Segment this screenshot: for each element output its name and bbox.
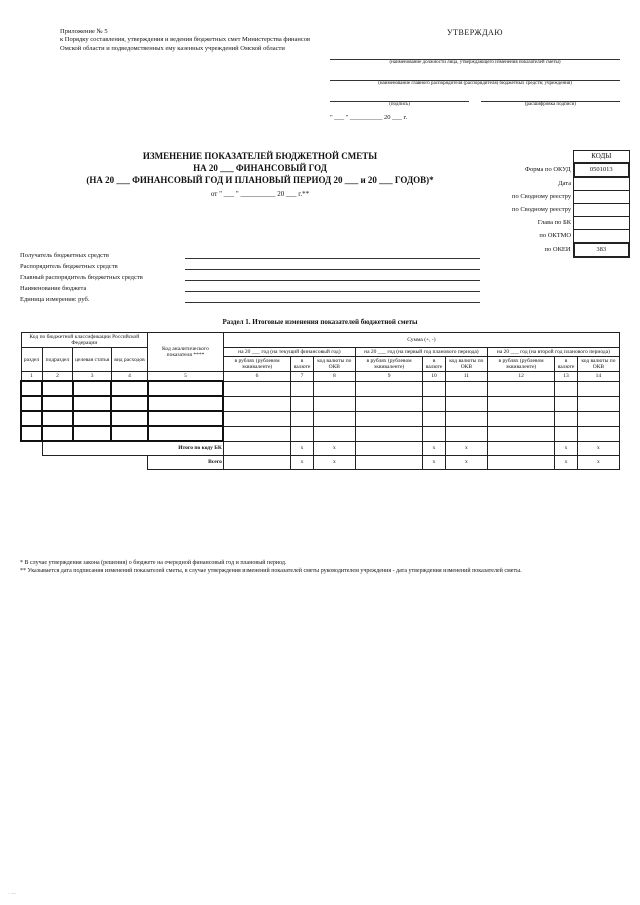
x-mark: x	[423, 455, 446, 469]
table-header: в валюте	[555, 357, 578, 372]
x-mark: x	[577, 441, 619, 455]
table-header: в рублях (рублевом эквиваленте)	[487, 357, 554, 372]
page-margin-mark: · —	[8, 892, 16, 897]
title-line-2: НА 20 ___ ФИНАНСОВЫЙ ГОД	[193, 163, 327, 174]
table-header: Код по бюджетной классификации Российской Федерации	[21, 333, 148, 348]
code-value: 383	[574, 243, 629, 257]
code-label: Форма по ОКУД	[524, 166, 571, 173]
table-row	[21, 426, 620, 441]
field-label: Распорядитель бюджетных средств	[20, 263, 118, 270]
column-number: 11	[445, 372, 487, 382]
footnotes	[20, 560, 620, 576]
table-header: в валюте	[423, 357, 446, 372]
code-value	[574, 203, 629, 216]
column-number: 7	[291, 372, 314, 382]
code-value	[574, 190, 629, 203]
column-number: 12	[487, 372, 554, 382]
signature-caption: (подпись)	[389, 102, 410, 107]
x-mark: x	[555, 441, 578, 455]
table-row	[21, 396, 620, 411]
table-header: вид расходов	[111, 348, 147, 372]
appendix-number: Приложение № 5	[60, 28, 108, 35]
manager-caption: (наименование главного распорядителя (распорядителя) бюджетных средств; учреждения)	[378, 81, 572, 86]
approval-date: " ___ " __________ 20 ___ г.	[330, 114, 408, 121]
x-mark: x	[577, 455, 619, 469]
table-header: подраздел	[42, 348, 73, 372]
indicators-table	[20, 332, 620, 470]
table-row	[21, 381, 620, 396]
column-number: 2	[42, 372, 73, 382]
field-row	[20, 270, 480, 281]
x-mark: x	[423, 441, 446, 455]
appendix-note	[60, 28, 360, 53]
table-header: Код аналитического показателя ****	[148, 333, 224, 372]
code-value	[574, 177, 629, 191]
total-row	[21, 455, 620, 469]
field-line	[185, 260, 480, 270]
table-header: Сумма (+, -)	[223, 333, 619, 348]
code-label: Дата	[558, 179, 572, 187]
document-title	[60, 150, 460, 200]
column-number: 1	[21, 372, 42, 382]
field-line	[185, 293, 480, 303]
title-line-3: (НА 20 ___ ФИНАНСОВЫЙ ГОД И ПЛАНОВЫЙ ПЕРИОД 20 ___ и 20 ___ ГОДОВ)*	[86, 175, 434, 186]
code-value	[574, 216, 629, 229]
header-fields	[20, 248, 480, 303]
table-row	[21, 411, 620, 426]
approval-heading: УТВЕРЖДАЮ	[446, 28, 504, 37]
code-label: по ОКТМО	[539, 232, 572, 240]
column-number: 9	[355, 372, 422, 382]
code-label: по Сводному реестру	[512, 193, 572, 200]
total-label: Всего	[148, 455, 224, 469]
x-mark: x	[445, 441, 487, 455]
signature-line	[330, 89, 469, 102]
decode-caption: (расшифровка подписи)	[524, 102, 576, 107]
document-date: от " ___ " __________ 20 ___ г.**	[210, 190, 310, 199]
table-header: в рублях (рублевом эквиваленте)	[223, 357, 290, 372]
appendix-line-1: к Порядку составления, утверждения и ведения бюджетных смет Министерства финансов	[60, 36, 311, 44]
code-value: 0501013	[574, 163, 629, 177]
x-mark: x	[555, 455, 578, 469]
field-label: Получатель бюджетных средств	[20, 252, 109, 259]
section-title: Раздел 1. Итоговые изменения показателей бюджетной сметы	[222, 318, 418, 326]
decode-line	[481, 89, 620, 102]
footnote-2: ** Указывается дата подписания изменений показателей сметы, в случае утверждения изменений показателей сметы руководителем учреждения - дата утверждения изменений показателей сметы.	[20, 567, 522, 574]
table-header: в рублях (рублевом эквиваленте)	[355, 357, 422, 372]
subtotal-row	[21, 441, 620, 455]
field-label: Главный распорядитель бюджетных средств	[20, 274, 143, 281]
x-mark: x	[313, 441, 355, 455]
column-number: 5	[148, 372, 224, 382]
table-header: код валюты по ОКВ	[577, 357, 619, 372]
x-mark: x	[291, 441, 314, 455]
approval-block	[330, 28, 620, 121]
codes-table	[480, 150, 630, 258]
table-header: на 20 ___ год (на текущий финансовый год)	[223, 348, 355, 357]
table-header: целевая статья	[73, 348, 112, 372]
field-label: Единица измерения: руб.	[20, 296, 90, 303]
table-header: раздел	[21, 348, 42, 372]
footnote-1: * В случае утверждения закона (решения) о бюджете на очередной финансовый год и плановый период.	[20, 560, 287, 566]
column-number: 6	[223, 372, 290, 382]
field-row	[20, 248, 480, 259]
field-line	[185, 249, 480, 259]
x-mark: x	[291, 455, 314, 469]
code-label: по ОКЕИ	[544, 246, 571, 253]
codes-header: КОДЫ	[574, 151, 629, 163]
manager-line	[330, 68, 620, 81]
code-value	[574, 229, 629, 243]
column-number: 8	[313, 372, 355, 382]
x-mark: x	[445, 455, 487, 469]
field-line	[185, 271, 480, 281]
column-number: 10	[423, 372, 446, 382]
column-number: 4	[111, 372, 147, 382]
position-line	[330, 47, 620, 60]
position-caption: (наименование должности лица, утверждающего изменения показателей сметы)	[389, 60, 561, 65]
column-number: 14	[577, 372, 619, 382]
subtotal-label: Итого по коду БК	[42, 441, 223, 455]
code-label: по Сводному реестру	[512, 206, 572, 213]
appendix-line-2: Омской области и подведомственных ему казенных учреждений Омской области	[60, 44, 285, 52]
field-row	[20, 292, 480, 303]
code-label: Глава по БК	[537, 219, 572, 226]
title-line-1: ИЗМЕНЕНИЕ ПОКАЗАТЕЛЕЙ БЮДЖЕТНОЙ СМЕТЫ	[142, 151, 378, 161]
codes-block	[480, 150, 630, 258]
signature-row	[330, 89, 620, 110]
field-row	[20, 259, 480, 270]
table-header: код валюты по ОКВ	[445, 357, 487, 372]
table-header: в валюте	[291, 357, 314, 372]
column-number: 13	[555, 372, 578, 382]
field-line	[185, 282, 480, 292]
x-mark: x	[313, 455, 355, 469]
table-header: на 20 ___ год (на первый год планового периода)	[355, 348, 487, 357]
column-number: 3	[73, 372, 112, 382]
table-header: код валюты по ОКВ	[313, 357, 355, 372]
table-header: на 20 ___ год (на второй год планового периода)	[487, 348, 619, 357]
field-label: Наименование бюджета	[20, 285, 87, 292]
field-row	[20, 281, 480, 292]
